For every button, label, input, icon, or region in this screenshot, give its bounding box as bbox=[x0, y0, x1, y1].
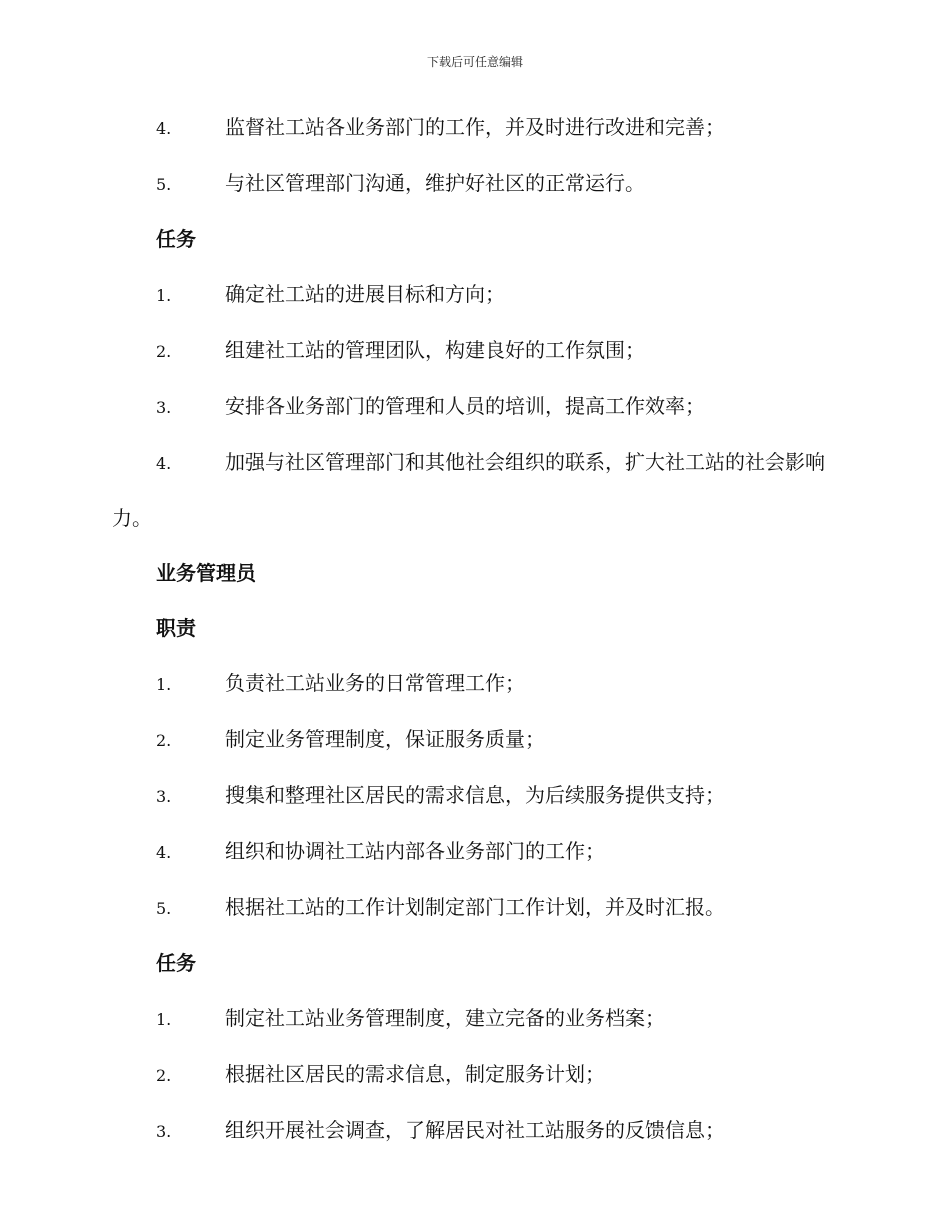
list-item-text: 搜集和整理社区居民的需求信息，为后续服务提供支持； bbox=[225, 783, 725, 807]
tasks-heading: 任务 bbox=[156, 951, 196, 975]
list-item-number: 3. bbox=[156, 398, 172, 417]
list-item bbox=[112, 156, 842, 212]
duties-heading: 职责 bbox=[156, 616, 196, 640]
list-item-number: 4. bbox=[156, 119, 172, 138]
list-item-text: 组织和协调社工站内部各业务部门的工作； bbox=[225, 839, 605, 863]
list-item-number: 4. bbox=[156, 454, 172, 473]
list-item bbox=[112, 100, 842, 156]
list-item-number: 3. bbox=[156, 1122, 172, 1141]
list-item bbox=[112, 267, 842, 323]
list-item-text: 组织开展社会调查，了解居民对社工站服务的反馈信息； bbox=[225, 1118, 725, 1142]
list-item-text: 制定社工站业务管理制度，建立完备的业务档案； bbox=[225, 1006, 665, 1030]
list-item-number: 4. bbox=[156, 843, 172, 862]
list-item bbox=[112, 712, 842, 768]
list-item-number: 5. bbox=[156, 175, 172, 194]
list-item-text: 负责社工站业务的日常管理工作； bbox=[225, 671, 525, 695]
list-item bbox=[112, 768, 842, 824]
list-item bbox=[112, 1047, 842, 1103]
list-item-text: 加强与社区管理部门和其他社会组织的联系，扩大社工站的社会影响力。 bbox=[112, 450, 825, 530]
list-item-text: 制定业务管理制度，保证服务质量； bbox=[225, 727, 545, 751]
list-item-number: 2. bbox=[156, 731, 172, 750]
tasks-heading: 任务 bbox=[156, 227, 196, 251]
list-item bbox=[112, 323, 842, 379]
list-item-number: 2. bbox=[156, 342, 172, 361]
list-item bbox=[112, 880, 842, 936]
list-item bbox=[112, 379, 842, 435]
list-item-text: 组建社工站的管理团队，构建良好的工作氛围； bbox=[225, 338, 645, 362]
list-item-number: 5. bbox=[156, 899, 172, 918]
role-heading: 业务管理员 bbox=[156, 561, 256, 585]
list-item-text: 根据社区居民的需求信息，制定服务计划； bbox=[225, 1062, 605, 1086]
list-item bbox=[112, 824, 842, 880]
page-header: 下载后可任意编辑 bbox=[426, 55, 523, 69]
list-item bbox=[112, 1103, 842, 1159]
list-item-text: 根据社工站的工作计划制定部门工作计划，并及时汇报。 bbox=[225, 895, 725, 919]
list-item-text: 安排各业务部门的管理和人员的培训，提高工作效率； bbox=[225, 394, 705, 418]
document-body bbox=[112, 100, 842, 1159]
list-item-number: 2. bbox=[156, 1066, 172, 1085]
list-item bbox=[112, 435, 842, 546]
list-item-number: 3. bbox=[156, 787, 172, 806]
list-item bbox=[112, 656, 842, 712]
list-item-text: 监督社工站各业务部门的工作，并及时进行改进和完善； bbox=[225, 115, 725, 139]
list-item-text: 确定社工站的进展目标和方向； bbox=[225, 282, 505, 306]
list-item-number: 1. bbox=[156, 1010, 172, 1029]
list-item-number: 1. bbox=[156, 675, 172, 694]
list-item-number: 1. bbox=[156, 286, 172, 305]
list-item-text: 与社区管理部门沟通，维护好社区的正常运行。 bbox=[225, 171, 645, 195]
list-item bbox=[112, 991, 842, 1047]
